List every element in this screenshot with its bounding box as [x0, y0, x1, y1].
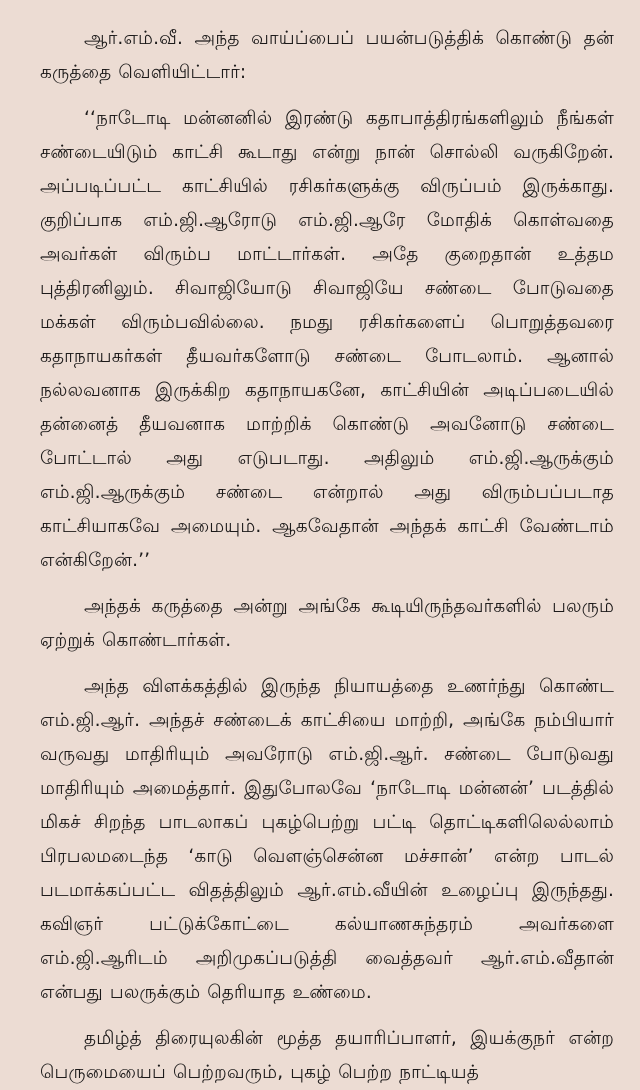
paragraph-quote: ‘‘நாடோடி மன்னனில் இரண்டு கதாபாத்திரங்களிலும் நீங்கள் சண்டையிடும் காட்சி கூடாது என்று நான் சொல்லி வருகிறேன். அப்படிப்பட்ட காட்சியில் ரசிகர்களுக்கு விருப்பம் இருக்காது. குறிப்பாக எம்.ஜி.ஆரோடு எம்.ஜி.ஆரே மோதிக் கொள்வதை அவர்கள் விரும்ப மாட்டார்கள். அதே குறைதான் உத்தம புத்திரனிலும். சிவாஜியோடு சிவாஜியே சண்டை போடுவதை மக்கள் விரும்பவில்லை. நமது ரசிகர்களைப் பொறுத்தவரை கதாநாயகர்கள் தீயவர்களோடு சண்டை போடலாம். ஆனால் நல்லவனாக இருக்கிற கதாநாயகனே, காட்சியின் அடிப்படையில் தன்னைத் தீயவனாக மாற்றிக் கொண்டு அவனோடு சண்டை போட்டால் அது எடுபடாது. அதிலும் எம்.ஜி.ஆருக்கும் எம்.ஜி.ஆருக்கும் சண்டை என்றால் அது விரும்பப்படாத காட்சியாகவே அமையும். ஆகவேதான் அந்தக் காட்சி வேண்டாம் என்கிறேன்.’’ — [40, 108, 614, 571]
paragraph-continuation: தமிழ்த் திரையுலகின் மூத்த தயாரிப்பாளர், இயக்குநர் என்ற பெருமையைப் பெற்றவரும், புகழ் பெற்ற நாட்டியத் — [40, 1028, 614, 1083]
paragraph-acceptance: அந்தக் கருத்தை அன்று அங்கே கூடியிருந்தவர்களில் பலரும் ஏற்றுக் கொண்டார்கள். — [40, 596, 614, 651]
paragraph-intro: ஆர்.எம்.வீ. அந்த வாய்ப்பைப் பயன்படுத்திக் கொண்டு தன் கருத்தை வெளியிட்டார்: — [40, 28, 614, 83]
paragraph-explanation: அந்த விளக்கத்தில் இருந்த நியாயத்தை உணர்ந்து கொண்ட எம்.ஜி.ஆர். அந்தச் சண்டைக் காட்சியை மாற்றி, அங்கே நம்பியார் வருவது மாதிரியும் அவரோடு எம்.ஜி.ஆர். சண்டை போடுவது மாதிரியும் அமைத்தார். இதுபோலவே ‘நாடோடி மன்னன்’ படத்தில் மிகச் சிறந்த பாடலாகப் புகழ்பெற்று பட்டி தொட்டிகளிலெல்லாம் பிரபலமடைந்த ‘காடு வௌஞ்சென்ன மச்சான்’ என்ற பாடல் படமாக்கப்பட்ட விதத்திலும் ஆர்.எம்.வீயின் உழைப்பு இருந்தது. கவிஞர் பட்டுக்கோட்டை கல்யாணசுந்தரம் அவர்களை எம்.ஜி.ஆரிடம் அறிமுகப்படுத்தி வைத்தவர் ஆர்.எம்.வீதான் என்பது பலருக்கும் தெரியாத உண்மை. — [40, 676, 614, 1003]
